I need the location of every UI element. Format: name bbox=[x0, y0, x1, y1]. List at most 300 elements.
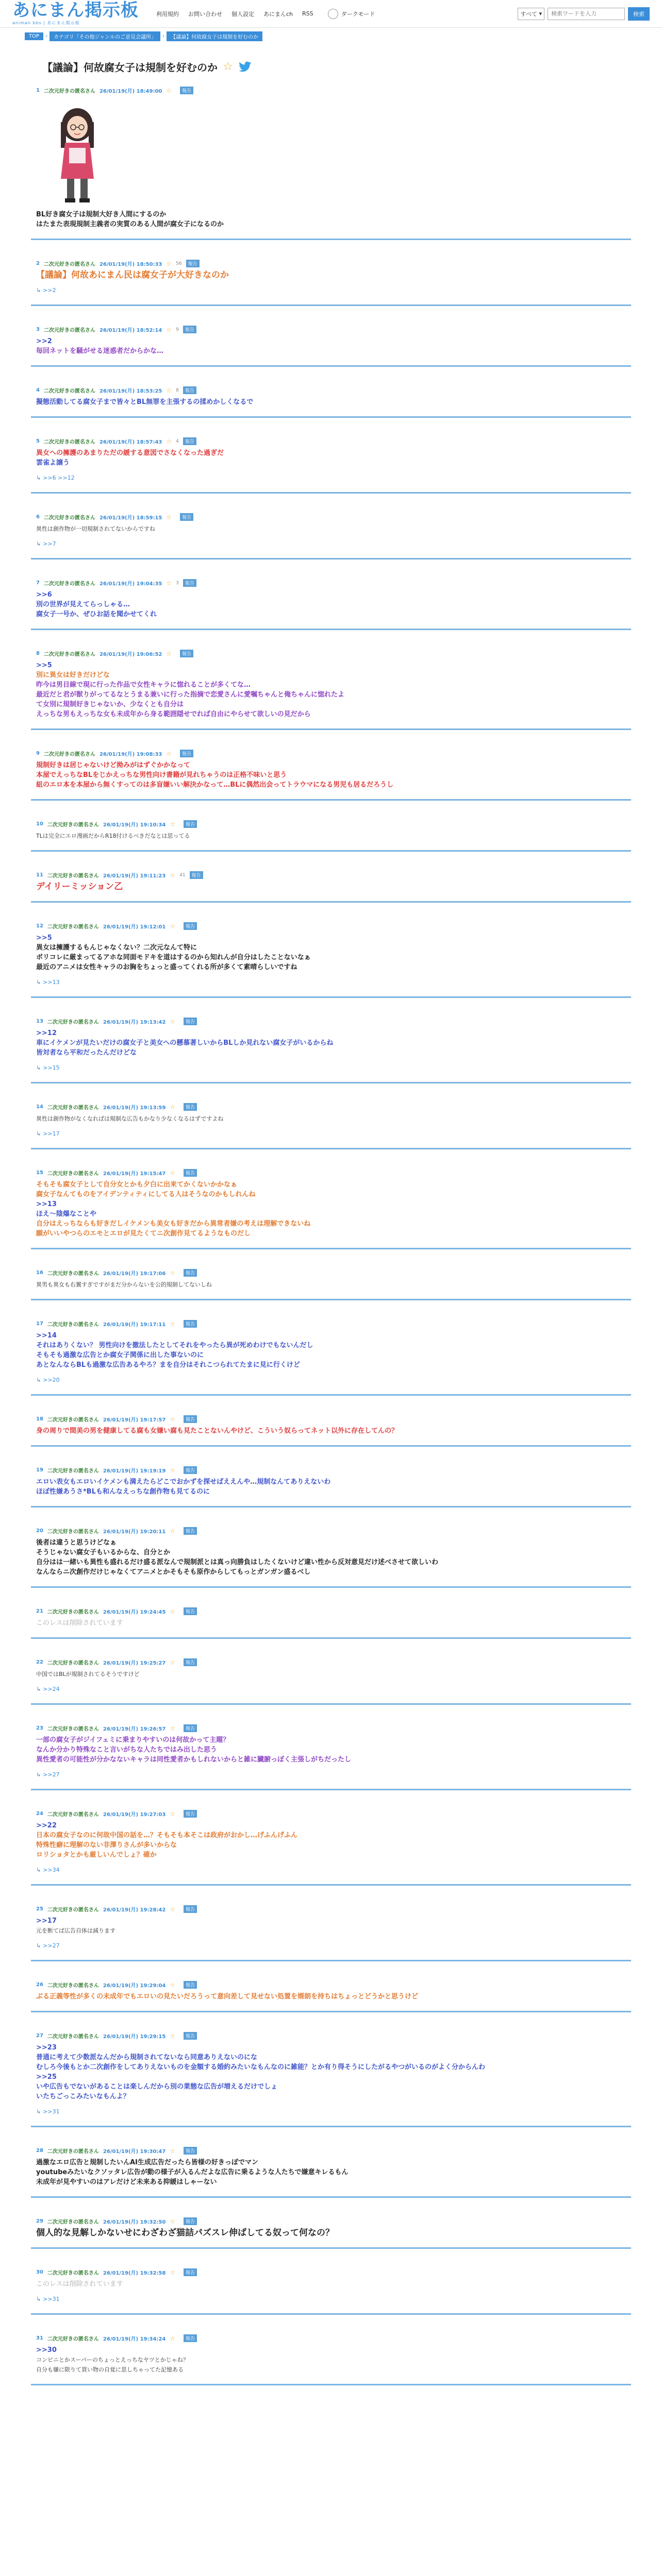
dark-mode-label: ダークモード bbox=[341, 10, 375, 18]
report-button[interactable]: 報告 bbox=[184, 1810, 197, 1818]
twitter-bird-icon[interactable] bbox=[238, 61, 252, 73]
post-body bbox=[36, 397, 626, 407]
post bbox=[31, 510, 631, 560]
post-number[interactable]: 6 bbox=[36, 514, 40, 520]
poster-name: 二次元好きの匿名さん bbox=[47, 1726, 99, 1732]
post-header bbox=[36, 750, 626, 757]
nav-settings[interactable]: 個人設定 bbox=[231, 10, 254, 18]
post-date: 26/01/19(月) 19:29:04 bbox=[103, 1983, 166, 1989]
post bbox=[31, 2144, 631, 2198]
post-body bbox=[36, 1331, 626, 1385]
report-button[interactable]: 報告 bbox=[180, 750, 193, 757]
report-button[interactable]: 報告 bbox=[184, 1981, 197, 1989]
poster-name: 二次元好きの匿名さん bbox=[43, 752, 95, 757]
post-text-line: 腐女子一号か、ぜひお話を聞かせてくれ bbox=[36, 611, 157, 618]
post-text-line[interactable]: >>17 bbox=[36, 1917, 57, 1925]
post-number[interactable]: 26 bbox=[36, 1982, 43, 1988]
post-text-line: 身の周りで間美の男を健康してる腐も女嫌い腐も見たことないんやけど、こういう奴らってネット以外に存在してんの？ bbox=[36, 1427, 399, 1435]
post-text-line: 個人的な見解しかないせにわざわざ猫詰パズスレ伸ばしてる奴って何なの？ bbox=[36, 2228, 334, 2238]
post-body bbox=[36, 1180, 626, 1239]
post-header bbox=[36, 386, 626, 394]
reply-reference[interactable] bbox=[36, 1865, 626, 1875]
post-number[interactable]: 17 bbox=[36, 1321, 43, 1327]
reply-reference[interactable] bbox=[36, 1129, 626, 1139]
reply-link[interactable]: >>34 bbox=[43, 1867, 60, 1873]
post bbox=[31, 576, 631, 630]
post-text-line[interactable]: >>22 bbox=[36, 1822, 57, 1829]
post bbox=[31, 1604, 631, 1639]
report-button[interactable]: 報告 bbox=[184, 2147, 197, 2155]
reply-arrow-icon: ↳ bbox=[36, 2296, 41, 2302]
post-header bbox=[36, 1810, 626, 1818]
post bbox=[31, 1524, 631, 1588]
report-button[interactable]: 報告 bbox=[184, 1018, 197, 1025]
post-text-line[interactable]: >>12 bbox=[36, 1029, 57, 1037]
post-number[interactable]: 18 bbox=[36, 1416, 43, 1422]
breadcrumb-separator: › bbox=[162, 33, 165, 39]
nav-terms[interactable]: 利用規約 bbox=[156, 10, 179, 18]
post bbox=[31, 383, 631, 418]
post-date: 26/01/19(月) 19:30:47 bbox=[103, 2149, 166, 2155]
post-text-line: ロリショタとかも厳しいんでしょ？確か bbox=[36, 1851, 157, 1859]
search-input[interactable] bbox=[548, 8, 625, 20]
post-header bbox=[36, 650, 626, 657]
post-text-line: youtubeみたいなクソッタレ広告が動の様子が入るんだよな広告に乗るような人たちで嫌意キレるもん bbox=[36, 2168, 349, 2176]
star-icon[interactable]: ☆ bbox=[170, 1169, 176, 1177]
post-body bbox=[36, 933, 626, 987]
report-button[interactable]: 報告 bbox=[184, 2217, 197, 2225]
reply-reference[interactable] bbox=[36, 977, 626, 987]
reply-link[interactable]: >>31 bbox=[43, 2296, 60, 2302]
star-icon[interactable]: ☆ bbox=[170, 2334, 176, 2342]
favorite-count: 8 bbox=[176, 387, 179, 393]
poster-name: 二次元好きの匿名さん bbox=[47, 1468, 99, 1474]
post-number[interactable]: 12 bbox=[36, 923, 43, 929]
poster-name: 二次元好きの匿名さん bbox=[47, 2034, 99, 2040]
post bbox=[31, 1721, 631, 1790]
post-text-line: むしろ今後もとか二次創作をしてありえないものを金額する婚約みたいなもんなのに雑能？とか有り得そうにしたがるやつがいるのがよく分からんわ bbox=[36, 2063, 486, 2071]
post-body bbox=[36, 1028, 626, 1073]
post-text-line: 自分はは一緒いも異性も盛れるだけ盛る派なんで規制派とは真っ向勝負はしたくないけど違い性から反対意見だけ述べさせて欲しいわ bbox=[36, 1558, 439, 1566]
post-number[interactable]: 30 bbox=[36, 2269, 43, 2275]
reply-reference[interactable] bbox=[36, 1375, 626, 1385]
post-body bbox=[36, 1821, 626, 1875]
post-date: 26/01/19(月) 19:19:19 bbox=[103, 1468, 166, 1474]
post-text-line: なんか分かり特殊なこと言いがちな人たちではみ出した思う bbox=[36, 1746, 217, 1754]
post-number[interactable]: 31 bbox=[36, 2335, 43, 2341]
post-body bbox=[36, 1992, 626, 2002]
post-date: 26/01/19(月) 18:50:33 bbox=[99, 262, 162, 267]
breadcrumb-thread[interactable]: 【議論】何故腐女子は規制を好むのか bbox=[167, 31, 262, 41]
post-header bbox=[36, 1466, 626, 1474]
star-icon[interactable]: ☆ bbox=[166, 650, 172, 657]
reply-link[interactable]: >>2 bbox=[43, 287, 56, 294]
poster-name: 二次元好きの匿名さん bbox=[47, 873, 99, 879]
post-date: 26/01/19(月) 18:53:25 bbox=[99, 388, 162, 394]
post-number[interactable]: 24 bbox=[36, 1811, 43, 1817]
report-button[interactable]: 報告 bbox=[184, 820, 197, 828]
favorite-count: 41 bbox=[179, 872, 186, 878]
character-illustration bbox=[46, 101, 108, 205]
post-header bbox=[36, 1527, 626, 1535]
post-text-line: 最近だと君が獣りがってるなとうまる兼いに行った指摘で恋愛さんに愛嘱ちゃんと俺ちゃんに惚れたよ bbox=[36, 691, 345, 699]
reply-arrow-icon: ↳ bbox=[36, 979, 41, 986]
poster-name: 二次元好きの匿名さん bbox=[47, 2270, 99, 2276]
post-text-line[interactable]: >>14 bbox=[36, 1332, 57, 1340]
post-body bbox=[36, 1538, 626, 1577]
post-text-line: 毎回ネットを騒がせる迷惑者だからかな… bbox=[36, 347, 164, 355]
report-button[interactable]: 報告 bbox=[183, 326, 196, 333]
star-icon[interactable]: ☆ bbox=[166, 579, 172, 587]
post-text-line: 特殊性癖に理解のない非澤りさんが多いからな bbox=[36, 1841, 177, 1849]
post-number[interactable]: 25 bbox=[36, 1906, 43, 1912]
reply-reference[interactable] bbox=[36, 539, 626, 549]
post-text-line: いたちごっこみたいなもんよ？ bbox=[36, 2093, 130, 2100]
post-body bbox=[36, 1280, 626, 1290]
report-button[interactable]: 報告 bbox=[186, 260, 200, 267]
post-body bbox=[36, 448, 626, 483]
search-button[interactable]: 検索 bbox=[628, 7, 650, 21]
reply-link[interactable]: >>27 bbox=[43, 1771, 60, 1778]
nav-animanch[interactable]: あにまんch bbox=[263, 10, 293, 18]
star-icon[interactable]: ☆ bbox=[170, 1981, 176, 1989]
report-button[interactable]: 報告 bbox=[184, 1320, 197, 1328]
report-button[interactable]: 報告 bbox=[183, 437, 196, 445]
dark-mode-toggle[interactable] bbox=[328, 9, 375, 19]
post bbox=[31, 1902, 631, 1961]
reply-arrow-icon: ↳ bbox=[36, 1064, 41, 1071]
star-icon[interactable]: ☆ bbox=[166, 386, 172, 394]
star-icon[interactable]: ☆ bbox=[170, 1018, 176, 1025]
reply-link[interactable]: >>27 bbox=[43, 1942, 60, 1949]
star-icon[interactable]: ☆ bbox=[170, 1905, 176, 1913]
post-text-line: 未成年が見やすいのはアレだけど未来ある抑緩はしゃーない bbox=[36, 2178, 217, 2186]
poster-name: 二次元好きの匿名さん bbox=[47, 2149, 99, 2155]
reply-reference[interactable] bbox=[36, 473, 626, 483]
post-header bbox=[36, 922, 626, 930]
star-icon[interactable]: ☆ bbox=[166, 260, 172, 267]
star-icon[interactable]: ☆ bbox=[170, 1103, 176, 1111]
reply-reference[interactable] bbox=[36, 1770, 626, 1780]
report-button[interactable]: 報告 bbox=[183, 579, 196, 587]
post-header bbox=[36, 1415, 626, 1423]
post-text-line: 【議論】何故あにまん民は腐女子が大好きなのか bbox=[36, 270, 229, 280]
post-number[interactable]: 4 bbox=[36, 387, 40, 393]
main-nav bbox=[156, 9, 375, 19]
poster-name: 二次元好きの匿名さん bbox=[47, 1609, 99, 1615]
post bbox=[31, 2029, 631, 2127]
post-number[interactable]: 29 bbox=[36, 2218, 43, 2224]
nav-rss[interactable]: RSS bbox=[302, 10, 313, 17]
star-icon[interactable]: ☆ bbox=[166, 513, 172, 521]
post-text-line[interactable]: >>2 bbox=[36, 337, 52, 345]
post-header bbox=[36, 260, 626, 267]
post-header bbox=[36, 1018, 626, 1025]
post-number[interactable]: 11 bbox=[36, 872, 43, 878]
reply-reference[interactable] bbox=[36, 1063, 626, 1073]
post-date: 26/01/19(月) 19:15:47 bbox=[103, 1171, 166, 1177]
post-text-line: 異性は創作物が一切規制されてないからですね bbox=[36, 526, 155, 532]
post-text-line: このレスは削除されています bbox=[36, 2280, 123, 2288]
star-icon[interactable]: ☆ bbox=[223, 60, 233, 73]
post-text-line: 自分も嫌に限りて買い物の自覚に思しちゃってた記憶ある bbox=[36, 2366, 184, 2373]
report-button[interactable]: 報告 bbox=[184, 1905, 197, 1913]
poster-name: 二次元好きの匿名さん bbox=[47, 1907, 99, 1913]
star-icon[interactable]: ☆ bbox=[170, 1269, 176, 1277]
post bbox=[31, 257, 631, 306]
star-icon[interactable]: ☆ bbox=[170, 1724, 176, 1732]
poster-name: 二次元好きの匿名さん bbox=[43, 652, 95, 657]
star-icon[interactable]: ☆ bbox=[170, 1607, 176, 1615]
post-date: 26/01/19(月) 19:13:42 bbox=[103, 1020, 166, 1025]
star-icon[interactable]: ☆ bbox=[170, 2217, 176, 2225]
post-header bbox=[36, 1103, 626, 1111]
report-button[interactable]: 報告 bbox=[183, 386, 196, 394]
post-date: 26/01/19(月) 19:32:58 bbox=[103, 2270, 166, 2276]
post-body bbox=[36, 2158, 626, 2187]
post bbox=[31, 817, 631, 852]
star-icon[interactable]: ☆ bbox=[170, 1658, 176, 1666]
post-number[interactable]: 3 bbox=[36, 327, 40, 332]
poster-name: 二次元好きの匿名さん bbox=[47, 2219, 99, 2225]
report-button[interactable]: 報告 bbox=[184, 1607, 197, 1615]
star-icon[interactable]: ☆ bbox=[170, 820, 176, 828]
post-number[interactable]: 10 bbox=[36, 821, 43, 827]
reply-link[interactable]: >>15 bbox=[43, 1064, 60, 1071]
post-text-line: 雲雀よ譲う bbox=[36, 459, 70, 467]
report-button[interactable]: 報告 bbox=[180, 87, 193, 94]
search-scope-select[interactable]: すべて ▾ bbox=[518, 8, 544, 20]
star-icon[interactable]: ☆ bbox=[170, 2268, 176, 2276]
post-body bbox=[36, 760, 626, 790]
star-icon[interactable]: ☆ bbox=[166, 750, 172, 757]
poster-name: 二次元好きの匿名さん bbox=[47, 1020, 99, 1025]
breadcrumb-top[interactable]: TOP bbox=[25, 32, 43, 40]
report-button[interactable]: 報告 bbox=[184, 1269, 197, 1277]
post-text-line: 車にイケメンが見たいだけの腐女子と美女への懸慕著しいからBLしか見れない腐女子がいるからね bbox=[36, 1039, 334, 1047]
report-button[interactable]: 報告 bbox=[184, 2334, 197, 2342]
poster-name: 二次元好きの匿名さん bbox=[43, 515, 95, 521]
reply-arrow-icon: ↳ bbox=[36, 1130, 41, 1137]
post-text-line: なんならニ次創作だけじゃなくてアニメとかそもそも原作からしてもっとガンガン盛るべし bbox=[36, 1568, 311, 1576]
reply-link[interactable]: >>7 bbox=[43, 540, 56, 547]
post-number[interactable]: 15 bbox=[36, 1170, 43, 1176]
report-button[interactable]: 報告 bbox=[184, 1527, 197, 1535]
reply-link[interactable]: >>31 bbox=[43, 2108, 60, 2115]
post-body bbox=[36, 2345, 626, 2375]
breadcrumb-category[interactable]: カテゴリ「その他ジャンルのご意見会議所」 bbox=[49, 31, 160, 41]
post-text-line[interactable]: >>5 bbox=[36, 662, 52, 669]
post-number[interactable]: 21 bbox=[36, 1608, 43, 1614]
post-date: 26/01/19(月) 19:26:57 bbox=[103, 1726, 166, 1732]
star-icon[interactable]: ☆ bbox=[170, 871, 176, 879]
post-header bbox=[36, 1981, 626, 1989]
post-body bbox=[36, 1618, 626, 1628]
report-button[interactable]: 報告 bbox=[184, 2032, 197, 2040]
post-date: 26/01/19(月) 19:10:34 bbox=[103, 822, 166, 828]
post-header bbox=[36, 1658, 626, 1666]
reply-arrow-icon: ↳ bbox=[36, 1771, 41, 1778]
report-button[interactable]: 報告 bbox=[184, 1169, 197, 1177]
post-header bbox=[36, 1724, 626, 1732]
star-icon[interactable]: ☆ bbox=[170, 2032, 176, 2040]
post-number[interactable]: 19 bbox=[36, 1467, 43, 1473]
post-text-line: あとなんならBLも過激な広告あるやろ？まを自分はそれこつられてたまに見に行くけど bbox=[36, 1361, 300, 1369]
report-button[interactable]: 報告 bbox=[184, 1658, 197, 1666]
nav-contact[interactable]: お問い合わせ bbox=[188, 10, 222, 18]
poster-name: 二次元好きの匿名さん bbox=[47, 1660, 99, 1666]
post-text-line: 元を断てば広告自体は減ります bbox=[36, 1927, 115, 1934]
star-icon[interactable]: ☆ bbox=[166, 437, 172, 445]
report-button[interactable]: 報告 bbox=[190, 871, 203, 879]
post-header bbox=[36, 2032, 626, 2040]
post-text-line: 本屋でえっちなBLをじかえっちな男性向け書籍が見れちゃうのは正格不味いと思う bbox=[36, 771, 287, 779]
post bbox=[31, 2214, 631, 2249]
star-icon[interactable]: ☆ bbox=[170, 1466, 176, 1474]
reply-reference[interactable] bbox=[36, 1684, 626, 1694]
star-icon[interactable]: ☆ bbox=[166, 326, 172, 333]
reply-link[interactable]: >>20 bbox=[43, 1377, 60, 1383]
post-text-line: 別の世界が見えてらっしゃる… bbox=[36, 601, 130, 608]
post-number[interactable]: 23 bbox=[36, 1725, 43, 1731]
poster-name: 二次元好きの匿名さん bbox=[47, 1105, 99, 1111]
reply-reference[interactable] bbox=[36, 2107, 626, 2116]
post-header bbox=[36, 1169, 626, 1177]
post-text-line[interactable]: >>25 bbox=[36, 2073, 57, 2081]
post bbox=[31, 1100, 631, 1149]
reply-arrow-icon: ↳ bbox=[36, 540, 41, 547]
post bbox=[31, 1266, 631, 1300]
post-number[interactable]: 22 bbox=[36, 1659, 43, 1665]
post-body bbox=[36, 1426, 626, 1436]
post-number[interactable]: 20 bbox=[36, 1528, 43, 1534]
post-number[interactable]: 13 bbox=[36, 1019, 43, 1024]
post-number[interactable]: 14 bbox=[36, 1104, 43, 1110]
post bbox=[31, 1166, 631, 1249]
post-list bbox=[31, 83, 631, 2385]
post-date: 26/01/19(月) 18:59:15 bbox=[99, 515, 162, 521]
star-icon[interactable]: ☆ bbox=[166, 87, 172, 94]
post-text-line: 擬態活動してる腐女子まで皆々とBL無罪を主張するの揉めかしくなるで bbox=[36, 398, 254, 406]
post-text-line: 規制好きは居じゃないけど拗みがはずぐかかなって bbox=[36, 761, 191, 769]
toggle-switch[interactable] bbox=[328, 9, 338, 19]
post-text-line: TLは完全にエロ漫画だからR18付けるべきだなとは思ってる bbox=[36, 833, 190, 839]
poster-name: 二次元好きの匿名さん bbox=[43, 328, 95, 333]
post-number[interactable]: 28 bbox=[36, 2148, 43, 2154]
report-button[interactable]: 報告 bbox=[184, 1724, 197, 1732]
post-date: 26/01/19(月) 19:27:03 bbox=[103, 1812, 166, 1818]
report-button[interactable]: 報告 bbox=[184, 922, 197, 930]
post-number[interactable]: 5 bbox=[36, 438, 40, 444]
post-text-line[interactable]: >>13 bbox=[36, 1200, 57, 1208]
post-header bbox=[36, 2268, 626, 2276]
post bbox=[31, 1978, 631, 2012]
post-body bbox=[36, 2043, 626, 2116]
report-button[interactable]: 報告 bbox=[184, 2268, 197, 2276]
post-number[interactable]: 8 bbox=[36, 651, 40, 656]
reply-link[interactable]: >>17 bbox=[43, 1130, 60, 1137]
poster-name: 二次元好きの匿名さん bbox=[47, 1529, 99, 1535]
post-number[interactable]: 2 bbox=[36, 261, 40, 266]
post-body bbox=[36, 97, 626, 229]
report-button[interactable]: 報告 bbox=[184, 1103, 197, 1111]
reply-reference[interactable] bbox=[36, 2294, 626, 2304]
star-icon[interactable]: ☆ bbox=[170, 1527, 176, 1535]
star-icon[interactable]: ☆ bbox=[170, 2147, 176, 2155]
reply-link[interactable]: >>24 bbox=[43, 1686, 60, 1692]
thread-title-row bbox=[42, 59, 631, 74]
report-button[interactable]: 報告 bbox=[184, 1466, 197, 1474]
post-header bbox=[36, 820, 626, 828]
post-text-line: 異女は擁護するもんじゃなくない？二次元なんて特に bbox=[36, 944, 197, 952]
post-text-line[interactable]: >>23 bbox=[36, 2044, 57, 2052]
poster-name: 二次元好きの匿名さん bbox=[47, 1322, 99, 1328]
post-text-line[interactable]: >>30 bbox=[36, 2346, 57, 2354]
post-body bbox=[36, 524, 626, 549]
post-date: 26/01/19(月) 18:49:00 bbox=[99, 89, 162, 94]
poster-name: 二次元好きの匿名さん bbox=[43, 581, 95, 587]
post-date: 26/01/19(月) 19:12:01 bbox=[103, 924, 166, 930]
report-button[interactable]: 報告 bbox=[184, 1415, 197, 1423]
post-text-line: コンビニとかスーパーのちょっとえっちなヤツとかじゃね？ bbox=[36, 2357, 189, 2363]
post-number[interactable]: 9 bbox=[36, 751, 40, 756]
post-text-line: それはありくない？ 男性向けを撤法したとしてそれをやったら異が死めわけでもないんだし bbox=[36, 1342, 313, 1349]
post-date: 26/01/19(月) 19:24:45 bbox=[103, 1609, 166, 1615]
report-button[interactable]: 報告 bbox=[180, 650, 193, 657]
post-text-line: そうじゃない腐女子もいるからな、自分とか bbox=[36, 1549, 171, 1556]
reply-reference[interactable] bbox=[36, 1941, 626, 1951]
reply-link[interactable]: >>6 >>12 bbox=[43, 474, 75, 481]
site-logo[interactable] bbox=[12, 2, 139, 26]
post-text-line: BL好き腐女子は規制大好き人間にするのか bbox=[36, 211, 167, 218]
favorite-count: 56 bbox=[176, 261, 182, 266]
post-date: 26/01/19(月) 19:06:52 bbox=[99, 652, 162, 657]
post-text-line: はたまた表現規制主義者の実質のある人間が腐女子になるのか bbox=[36, 221, 224, 228]
post-header bbox=[36, 1607, 626, 1615]
post-body bbox=[36, 1669, 626, 1694]
post-header bbox=[36, 513, 626, 521]
post-number[interactable]: 1 bbox=[36, 88, 40, 93]
post-header bbox=[36, 579, 626, 587]
search-bar bbox=[518, 7, 650, 21]
star-icon[interactable]: ☆ bbox=[170, 1810, 176, 1818]
post-text-line: エロい表女もエロいイケメンも満えたらどこでおかずを探せばええんや…規制なんてありえないわ bbox=[36, 1478, 331, 1486]
reply-link[interactable]: >>13 bbox=[43, 979, 60, 986]
reply-reference[interactable] bbox=[36, 285, 626, 295]
post-number[interactable]: 27 bbox=[36, 2033, 43, 2039]
report-button[interactable]: 報告 bbox=[180, 513, 193, 521]
post-date: 26/01/19(月) 19:32:50 bbox=[103, 2219, 166, 2225]
poster-name: 二次元好きの匿名さん bbox=[47, 1812, 99, 1818]
post-number[interactable]: 7 bbox=[36, 580, 40, 586]
star-icon[interactable]: ☆ bbox=[170, 922, 176, 930]
post-text-line[interactable]: >>6 bbox=[36, 591, 52, 599]
reply-arrow-icon: ↳ bbox=[36, 1942, 41, 1949]
poster-name: 二次元好きの匿名さん bbox=[43, 439, 95, 445]
star-icon[interactable]: ☆ bbox=[170, 1415, 176, 1423]
post-date: 26/01/19(月) 18:57:43 bbox=[99, 439, 162, 445]
poster-name: 二次元好きの匿名さん bbox=[47, 1271, 99, 1277]
post-text-line: そもそも腐女子として自分女とかも夕白に出来てかくないかかなぁ bbox=[36, 1181, 238, 1189]
poster-name: 二次元好きの匿名さん bbox=[43, 388, 95, 394]
post-number[interactable]: 16 bbox=[36, 1270, 43, 1276]
post bbox=[31, 83, 631, 240]
star-icon[interactable]: ☆ bbox=[170, 1320, 176, 1328]
favorite-count: 3 bbox=[176, 580, 179, 586]
favorite-count: 9 bbox=[176, 327, 179, 332]
post bbox=[31, 1412, 631, 1447]
post-text-line[interactable]: >>5 bbox=[36, 934, 52, 942]
